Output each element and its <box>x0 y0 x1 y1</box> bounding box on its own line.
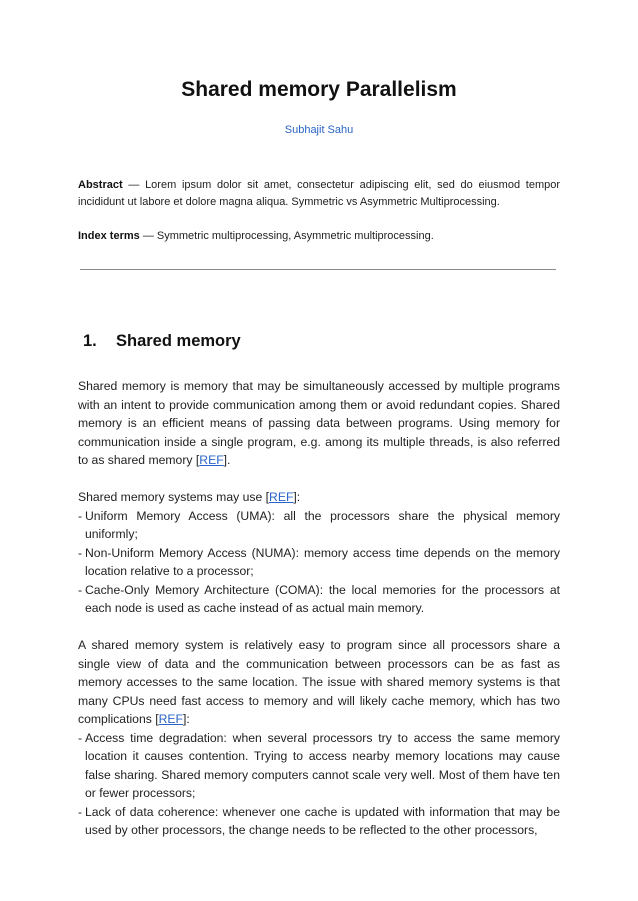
list-item <box>78 729 560 803</box>
list-item-text: Access time degradation: when several processors try to access the same memory location it causes contention. Trying to access nearby memory locations may cause false sharing. Shared memory computers cannot scale very well. Most of them have ten or fewer processors; <box>85 730 560 800</box>
list-dash: - <box>78 545 83 560</box>
paragraph <box>78 488 560 507</box>
list-dash: - <box>78 582 83 597</box>
list-dash: - <box>78 730 83 745</box>
author-name: Subhajit Sahu <box>284 124 354 136</box>
ref-open: [ <box>151 712 159 726</box>
horizontal-rule <box>80 269 556 270</box>
list-item-text: Lack of data coherence: whenever one cache is updated with information that may be used by other processors, the change needs to be reflected to the other processors, <box>85 804 560 837</box>
index-terms <box>78 228 560 245</box>
ref-close: ]. <box>223 453 231 467</box>
reference-link[interactable]: REF <box>158 712 183 726</box>
ref-open: [ <box>262 490 270 504</box>
index-terms-label: Index terms <box>78 230 140 242</box>
ref-close: ]: <box>293 490 301 504</box>
abstract <box>78 177 560 211</box>
paragraph <box>78 377 560 470</box>
abstract-separator: — <box>128 179 140 191</box>
complications-list <box>78 729 560 840</box>
paragraph-text: A shared memory system is relatively easy to program since all processors share a single view of data and the communication between processors can be as fast as memory accesses to the same location. The issue with shared memory systems is that many CPUs need fast access to memory and will likely cache memory, which has two complications <box>78 638 560 726</box>
list-dash: - <box>78 804 83 819</box>
abstract-label: Abstract <box>78 179 123 191</box>
paragraph-text: Shared memory is memory that may be simultaneously accessed by multiple programs with an intent to provide communication among them or avoid redundant copies. Shared memory is an efficient means of passing data between programs. Using memory for communication inside a single program, e.g. among its multiple threads, is also referred to as shared memory <box>78 379 560 467</box>
index-terms-text: Symmetric multiprocessing, Asymmetric multiprocessing. <box>156 230 434 242</box>
index-terms-separator: — <box>142 230 154 242</box>
list-item <box>78 581 560 618</box>
list-item-text: Non-Uniform Memory Access (NUMA): memory access time depends on the memory location relative to a processor; <box>85 545 560 578</box>
list-item <box>78 803 560 840</box>
list-item-text: Uniform Memory Access (UMA): all the processors share the physical memory uniformly; <box>85 508 560 541</box>
paragraph <box>78 636 560 729</box>
list-item <box>78 544 560 581</box>
reference-link[interactable]: REF <box>199 453 224 467</box>
section-title: Shared memory <box>116 332 241 350</box>
reference-link[interactable]: REF <box>269 490 294 504</box>
list-item <box>78 507 560 544</box>
section-heading <box>83 332 241 351</box>
ref-close: ]: <box>183 712 190 726</box>
section-body <box>78 377 560 840</box>
page-title: Shared memory Parallelism <box>181 78 457 101</box>
list-item-text: Cache-Only Memory Architecture (COMA): the local memories for the processors at each node is used as cache instead of as actual main memory. <box>85 582 560 615</box>
abstract-text: Lorem ipsum dolor sit amet, consectetur adipiscing elit, sed do eiusmod tempor incididunt ut labore et dolore magna aliqua. Symmetric vs Asymmetric Multiprocessing. <box>78 179 561 208</box>
paragraph-text: Shared memory systems may use <box>78 490 263 504</box>
section-number: 1. <box>83 332 97 350</box>
list-dash: - <box>78 508 83 523</box>
memory-types-list <box>78 507 560 618</box>
ref-open: [ <box>192 453 200 467</box>
